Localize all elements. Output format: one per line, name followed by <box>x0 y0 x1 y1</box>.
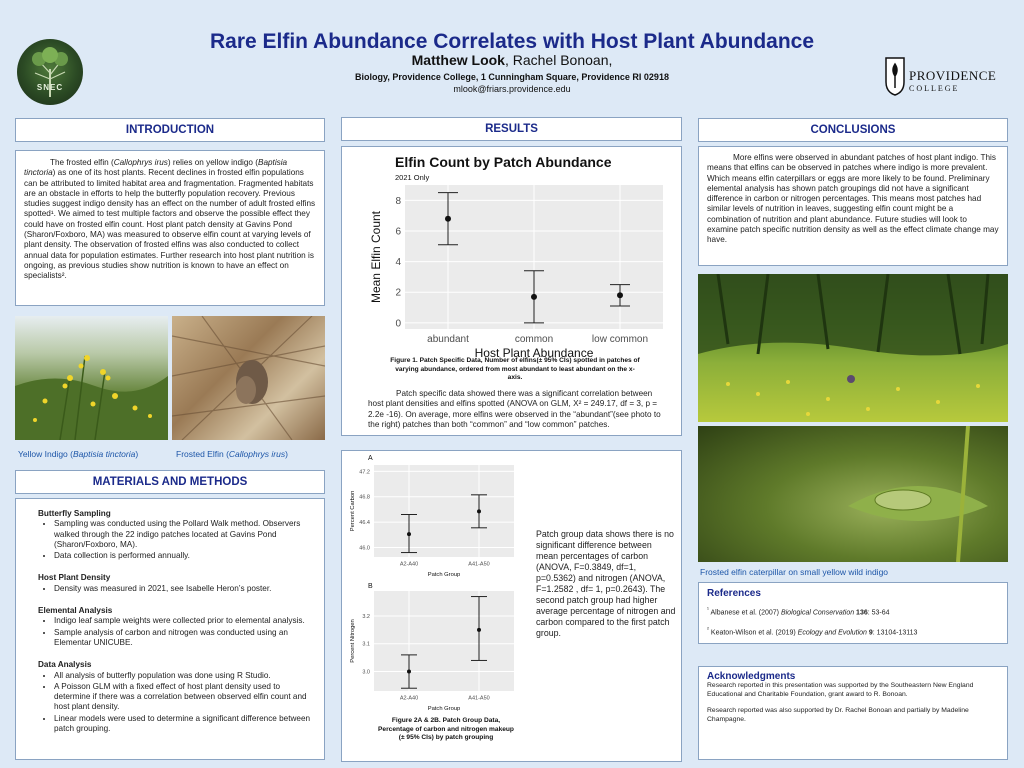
indigo-plant-icon <box>15 316 168 440</box>
nitrogen-chart <box>344 579 524 714</box>
methods-content <box>38 509 314 734</box>
elfin-caption-c: ) <box>285 449 288 459</box>
elemental-analysis-title: Elemental Analysis <box>38 606 113 616</box>
frosted-elfin-photo <box>172 316 325 440</box>
results-text-1: Patch specific data showed there was a significant correlation between host plant densities and elfins spotted (ANOVA on GLM, X² = 249.17, df = 3, p = 2.2e -16). On average, more elfins were observed in the “abundant”(see photo to the right) patches than both “common” and “low common” patches. <box>368 389 661 429</box>
results-text-2: Patch group data shows there is no significant difference between mean percentages of carbon (ANOVA, F=0.3849, df=1, p=0.5362) and nitrogen (ANOVA, F=1.2582 , df= 1, p=0.2643). The second patch group had higher average percentage of nitrogen and carbon compared to the first patch group. <box>536 529 676 638</box>
ref1-pages: : 53-64 <box>867 609 890 617</box>
plot-panel <box>374 465 514 557</box>
data-point <box>445 216 451 222</box>
elemental-analysis-list <box>38 616 314 648</box>
affiliation: Biology, Providence College, 1 Cunningham Square, Providence RI 02918 <box>355 72 669 82</box>
ref2-pages: : 13104-13113 <box>872 628 918 636</box>
host-plant-density-list <box>38 584 314 594</box>
list-item: • All analysis of butterfly population was done using R Studio. <box>54 671 314 681</box>
ref2-num: ² <box>707 626 709 633</box>
chart-title: Elfin Count by Patch Abundance <box>395 154 612 170</box>
field-photo <box>698 274 1008 422</box>
x-tick-label: A2-A40 <box>399 561 419 568</box>
references-heading: References <box>707 588 761 599</box>
y-axis-label: Mean Elfin Count <box>369 210 383 304</box>
introduction-paragraph: The frosted elfin (Callophrys irus) relies on yellow indigo (Baptisia tinctoria) as one of its host plants. Recent declines in frosted elfin populations can be attributed to limited habitat area and fragmentation. Fragmented habitats are an obstacle in efforts to help the butterfly population recovery. Previous studies suggest indigo density has an effect on the number of adult frosted elfins spotted¹. We aimed to test multiple factors and observe the possible effect they could have on frosted elfin count. Host plant patch density at Gavins Pond (Sharon/Foxboro, MA) was measured to observe elfin count at varying levels of plant density. The observation of frosted elfins was also conducted to collect annual data for population estimates. Further research into host plant nutrition is ongoing, as previous studies show nutrition is known to have an effect on specialists². <box>24 158 316 281</box>
data-point <box>617 292 623 298</box>
list-item: • Linear models were used to determine a significant difference between patch grouping. <box>54 714 314 735</box>
x-tick-label: common <box>514 334 554 345</box>
yellow-indigo-photo <box>15 316 168 440</box>
list-item: • Data collection is performed annually. <box>54 551 314 561</box>
acknowledgments-p1: Research reported in this presentation was supported by the Southeastern New England Educational and Charitable Foundation, grant award to R. Bonoan. <box>707 682 974 698</box>
figure1-caption: Figure 1. Patch Specific Data, Number of elfins(± 95% CIs) spotted in patches of varying abundance, ordered from most abundant to least abundant on the x-axis. <box>390 357 640 381</box>
providence-logo-line1: PROVIDENCE <box>909 68 997 83</box>
chart-subtitle: 2021 Only <box>395 173 430 182</box>
providence-logo-line2: COLLEGE <box>909 84 960 93</box>
introduction-box <box>15 150 325 306</box>
host-plant-density-title: Host Plant Density <box>38 573 111 583</box>
caterpillar-photo <box>698 426 1008 562</box>
y-tick-label: 0 <box>395 318 401 330</box>
data-point <box>407 670 411 674</box>
data-point <box>477 628 481 632</box>
results-box-top <box>341 146 682 436</box>
x-axis-label: Host Plant Abundance <box>474 346 594 359</box>
y-tick-label: 3.0 <box>362 669 370 676</box>
y-tick-label: 4 <box>395 257 401 269</box>
y-tick-label: 3.1 <box>362 641 370 648</box>
x-tick-label: A41-A50 <box>468 561 490 568</box>
ref1-volume: 136 <box>854 609 868 617</box>
providence-logo <box>884 56 1004 100</box>
panel-label: B <box>368 583 373 590</box>
data-analysis-title: Data Analysis <box>38 660 92 670</box>
acknowledgments-p2: Research reported was also supported by Dr. Rachel Bonoan and partially by Madeline Champagne. <box>707 707 969 723</box>
introduction-heading: INTRODUCTION <box>15 118 325 142</box>
x-tick-label: low common <box>591 334 649 345</box>
x-tick-label: A2-A40 <box>399 695 419 702</box>
x-axis-label: Patch Group <box>427 706 461 712</box>
conclusions-text: More elfins were observed in abundant patches of host plant indigo. This means that elfins can be observed in patches where indigo is more prevalent. Which means elfin caterpillars or eggs are more likely to be found. Preliminary elemental analysis has shown patch groupings did not have a significant difference in carbon or nitrogen percentages. This means most patches had similar levels of nutrition in leaves, suggesting elfin count might be a combination of nutrition and plant abundance. Future studies will look to examine patch specific nutrition density as well as the effect climate change may have. <box>707 153 999 245</box>
list-item: • Indigo leaf sample weights were collected prior to elemental analysis. <box>54 616 314 626</box>
reference-1 <box>707 605 999 619</box>
author-main: Matthew Look <box>411 52 505 68</box>
caterpillar-icon <box>698 426 1008 562</box>
ref2-journal: Ecology and Evolution <box>797 628 867 636</box>
carbon-chart <box>344 451 524 581</box>
y-axis-label: Percent Carbon <box>350 490 356 532</box>
introduction-text <box>24 158 316 282</box>
poster-title: Rare Elfin Abundance Correlates with Host Plant Abundance <box>209 30 815 53</box>
panel-label: A <box>368 455 373 462</box>
y-tick-label: 46.4 <box>359 520 370 527</box>
results-box-bottom <box>341 450 682 762</box>
y-tick-label: 8 <box>395 195 401 207</box>
list-item: • A Poisson GLM with a fixed effect of host plant density used to determine if there was a correlation between observed elfin count and host plant density. <box>54 682 314 713</box>
reference-2 <box>707 625 999 639</box>
data-point <box>477 509 481 513</box>
figure2-caption: Figure 2A & 2B. Patch Group Data, Percentage of carbon and nitrogen makeup (± 95% CIs) by patch grouping <box>378 717 514 741</box>
y-axis-label: Percent Nitrogen <box>350 619 356 663</box>
authors <box>0 52 1024 68</box>
ref1-journal: Biological Conservation <box>780 609 855 617</box>
data-analysis-list <box>38 671 314 735</box>
butterfly-sampling-list <box>38 519 314 561</box>
yellow-indigo-caption <box>18 449 138 459</box>
ref1-num: ¹ <box>707 607 709 613</box>
references-box <box>698 582 1008 644</box>
snec-logo-text: SNEC <box>36 83 64 92</box>
caterpillar-caption: Frosted elfin caterpillar on small yellow wild indigo <box>700 567 889 577</box>
ref2-volume: 9 <box>866 628 873 636</box>
indigo-caption-b: Baptisia tinctoria <box>72 449 136 459</box>
acknowledgments-heading: Acknowledgments <box>707 671 796 682</box>
elfin-caption-a: Frosted Elfin ( <box>176 449 229 459</box>
ref2-authors: Keaton-Wilson et al. (2019) <box>708 628 798 636</box>
conclusions-heading: CONCLUSIONS <box>698 118 1008 142</box>
y-tick-label: 2 <box>395 287 401 299</box>
butterfly-sampling-title: Butterfly Sampling <box>38 509 111 518</box>
indigo-caption-c: ) <box>135 449 139 459</box>
email: mlook@friars.providence.edu <box>453 84 571 94</box>
indigo-caption-a: Yellow Indigo ( <box>18 449 73 459</box>
results-heading: RESULTS <box>341 117 682 141</box>
author-rest: , Rachel Bonoan, <box>504 52 613 68</box>
x-tick-label: abundant <box>427 334 469 345</box>
list-item: • Sample analysis of carbon and nitrogen was conducted using an Elementar UNICUBE. <box>54 628 314 649</box>
elfin-count-chart <box>342 149 681 359</box>
y-tick-label: 47.2 <box>359 469 370 476</box>
plot-panel <box>374 591 514 691</box>
list-item: • Density was measured in 2021, see Isabelle Heron’s poster. <box>54 584 314 594</box>
acknowledgments-box <box>698 666 1008 760</box>
x-tick-label: A41-A50 <box>468 695 490 702</box>
conclusions-box <box>698 146 1008 266</box>
frosted-elfin-caption <box>176 449 288 459</box>
y-tick-label: 46.0 <box>359 545 370 552</box>
x-axis-label: Patch Group <box>427 572 461 578</box>
data-point <box>407 532 411 536</box>
shield-icon <box>884 56 906 96</box>
y-tick-label: 3.2 <box>362 613 370 620</box>
butterfly-icon <box>172 316 325 440</box>
elfin-caption-b: Callophrys irus <box>228 449 286 459</box>
data-point <box>531 294 537 300</box>
methods-heading: MATERIALS AND METHODS <box>15 470 325 494</box>
y-tick-label: 46.8 <box>359 494 370 501</box>
list-item: • Sampling was conducted using the Pollard Walk method. Observers walked through the 22 indigo patches located at Gavins Pond (Sharon/Foxboro, MA). <box>54 519 314 550</box>
ref1-authors: Albanese et al. (2007) <box>708 609 781 617</box>
field-icon <box>698 274 1008 422</box>
methods-box <box>15 498 325 760</box>
y-tick-label: 6 <box>395 226 401 238</box>
